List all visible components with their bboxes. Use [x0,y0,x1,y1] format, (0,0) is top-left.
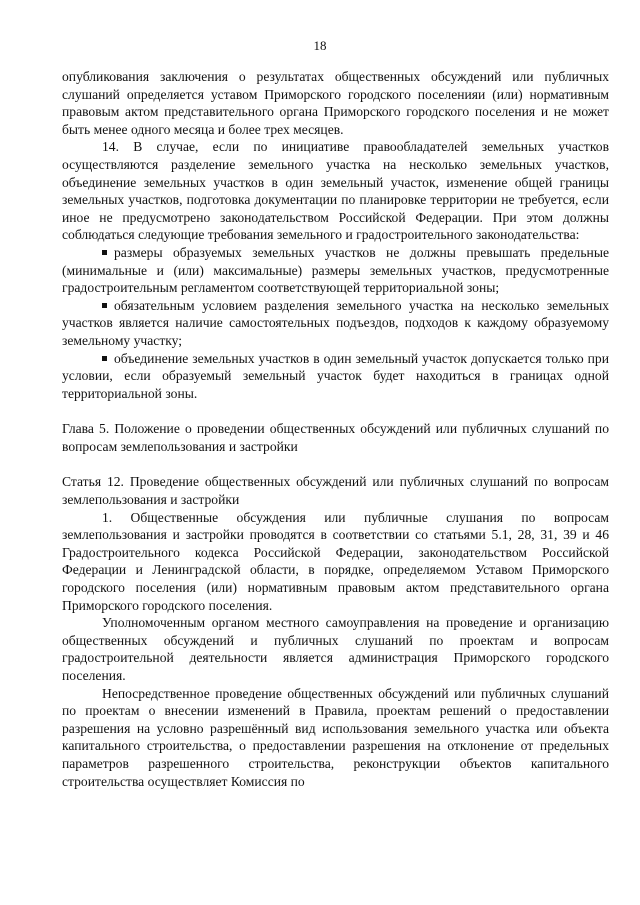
paragraph-item-14: 14. В случае, если по инициативе правообладателей земельных участков осуществляются разделение земельного участка на несколько земельных участков, объединение земельных участков в один земельный участок, изменение общей границы земельных участков, подготовка документации по планировке территории не требуется, если иное не предусмотрено законодательством Российской Федерации. При этом должны соблюдаться следующие требования земельного и градостроительного законодательства: [62,139,609,243]
paragraph: Непосредственное проведение общественных обсуждений или публичных слушаний по проектам о внесении изменений в Правила, проектам решений о предоставлении разрешения на условно разрешённый вид использования земельного участка или объекта капитального строительства, о предоставлении разрешения на отклонение от предельных параметров разрешенного строительства, реконструкции объектов капитального строительства осуществляет Комиссия по [62,685,609,789]
bullet-item [62,350,609,403]
page-number: 18 [313,38,327,53]
bullet-item [62,244,609,297]
paragraph-continuation: опубликования заключения о результатах общественных обсуждений или публичных слушаний определяется уставом Приморского городского поселенияи (или) нормативным правовым актом представительного органа Приморского городского поселения и не может быть менее одного месяца и более трех месяцев. [62,69,609,137]
bullet-text: объединение земельных участков в один земельный участок допускается только при условии, если образуемый земельный участок будет находиться в границах одной территориальной зоны. [62,350,609,401]
bullet-square-icon [102,356,107,361]
chapter-heading: Глава 5. Положение о проведении общественных обсуждений или публичных слушаний по вопросам землепользования и застройки [62,421,609,454]
bullet-item [62,297,609,350]
bullet-text: обязательным условием разделения земельного участка на несколько земельных участков является наличие самостоятельных подъездов, подходов к каждому образуемому земельному участку; [62,297,609,348]
paragraph: Уполномоченным органом местного самоуправления на проведение и организацию общественных обсуждений и публичных слушаний по проектам и вопросам градостроительной деятельности является администрация Приморского городского поселения. [62,615,609,683]
bullet-square-icon [102,250,107,255]
bullet-square-icon [102,303,107,308]
document-body [62,68,609,790]
article-heading: Статья 12. Проведение общественных обсуждений или публичных слушаний по вопросам землепользования и застройки [62,474,609,508]
paragraph-item-1: 1. Общественные обсуждения или публичные слушания по вопросам землепользования и застройки проводятся в соответствии со статьями 5.1, 28, 31, 39 и 46 Градостроительного кодекса Российской Федерации, законодательством Российской Федерации и Ленинградской области, в порядке, определяемом Уставом Приморского городского поселения (или) нормативным правовым актом представительного органа Приморского городского поселения. [62,509,609,613]
bullet-text: размеры образуемых земельных участков не должны превышать предельные (минимальные и (или) максимальные) размеры земельных участков, предусмотренные градостроительным регламентом соответствующей территориальной зоны; [62,244,609,296]
